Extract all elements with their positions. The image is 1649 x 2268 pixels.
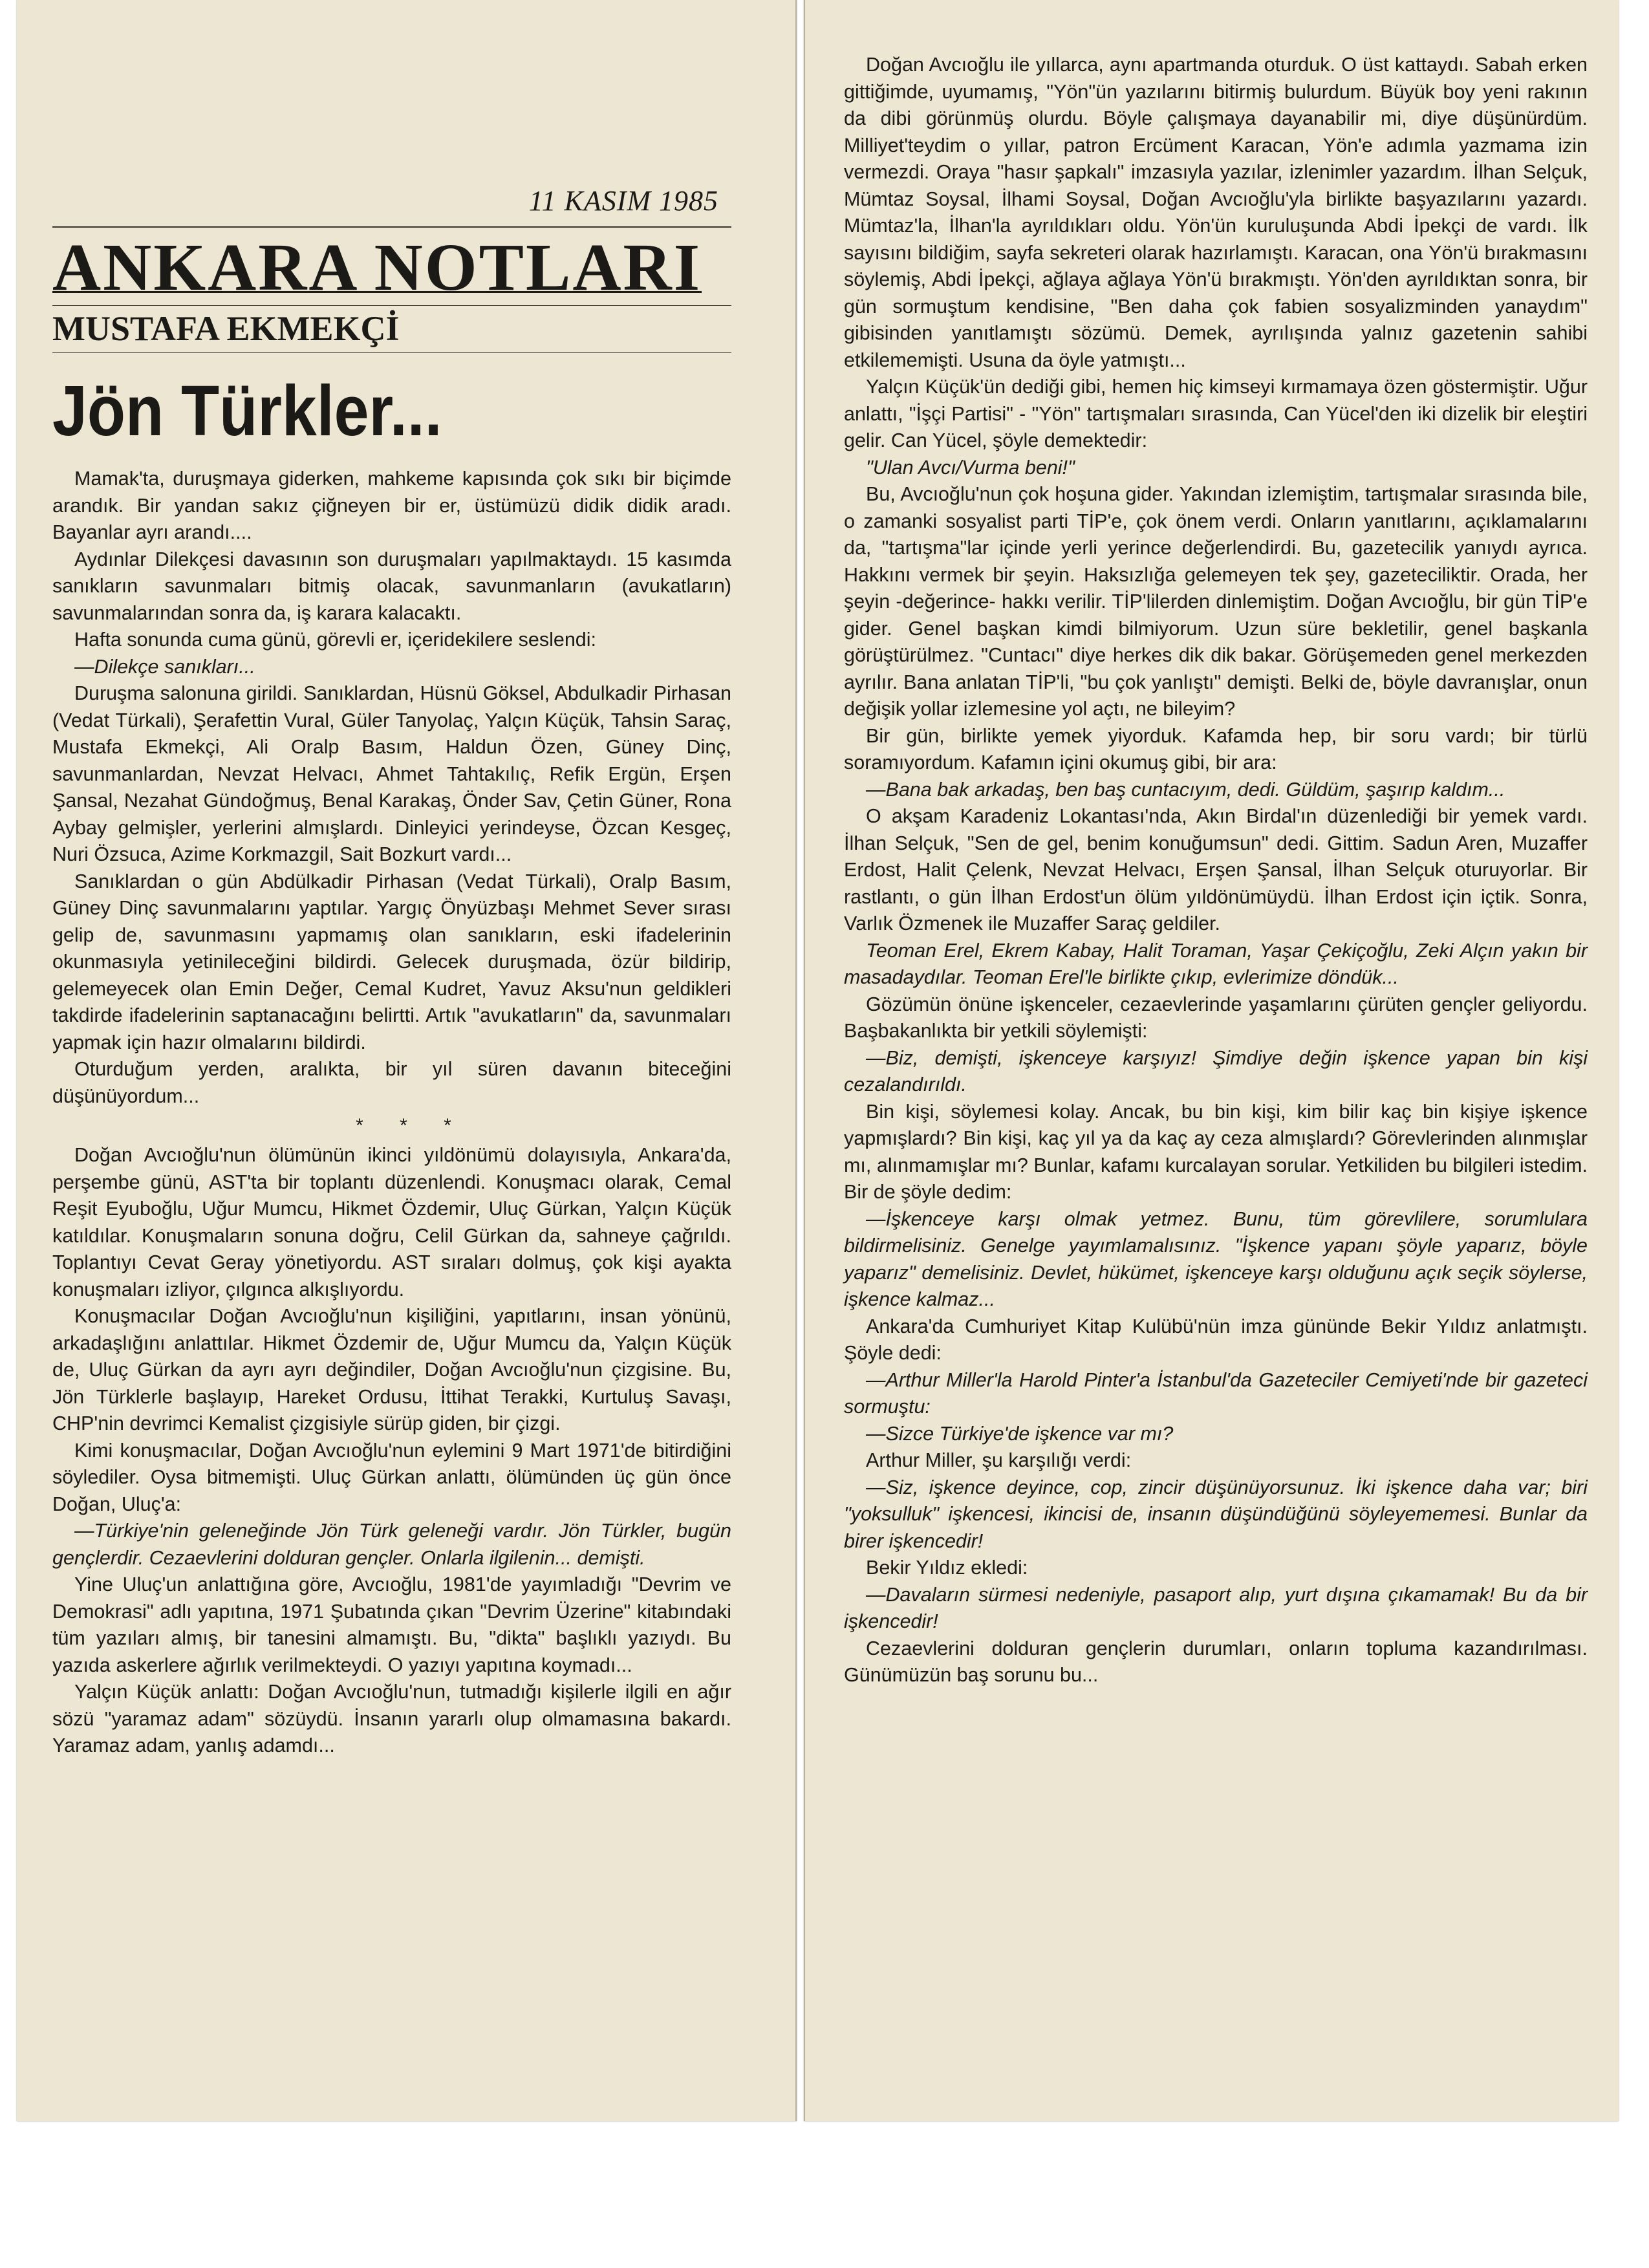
- left-quote: —Türkiye'nin geleneğinde Jön Türk geleneği vardır. Jön Türkler, bugün gençlerdir. Cezaevlerini dolduran gençler. Onlarla ilgilenin... demişti.: [52, 1520, 731, 1569]
- left-quote: —Dilekçe sanıkları...: [74, 655, 255, 678]
- right-quote: "Ulan Avcı/Vurma beni!": [866, 456, 1075, 479]
- left-paragraph: Duruşma salonuna girildi. Sanıklardan, Hüsnü Göksel, Abdulkadir Pirhasan (Vedat Türkali), Şerafettin Vural, Güler Tanyolaç, Yalçın Küçük, Tahsin Saraç, Mustafa Ekmekçi, Ali Oralp Basım, Haldun Özen, Güney Dinç, savunmanlardan, Nevzat Helvacı, Ahmet Tahtakılıç, Refik Ergün, Erşen Şansal, Nezahat Gündoğmuş, Benal Karakaş, Önder Sav, Çetin Güner, Rona Aybay gelmişler, yerlerini almışlardı. Dinleyici yerindeyse, Özcan Kesgeç, Nuri Özsuca, Azime Korkmazgil, Sait Bozkurt vardı...: [52, 682, 731, 866]
- author-rule: [52, 352, 731, 353]
- right-quote: —İşkenceye karşı olmak yetmez. Bunu, tüm görevlilere, sorumlulara bildirmelisiniz. Genelge yayımlamalısınız. "İşkence yapanı şöyle yaparız, böyle yaparız" demelisiniz. Devlet, hükümet, işkenceye karşı olduğunu açık seçik söylerse, işkence kalmaz...: [844, 1207, 1588, 1310]
- left-paragraph: Yalçın Küçük anlattı: Doğan Avcıoğlu'nun, tutmadığı kişilerle ilgili en ağır sözü "yaramaz adam" sözüydü. İnsanın yararlı olup olmamasına bakardı. Yaramaz adam, yanlış adamdı...: [52, 1681, 731, 1757]
- right-quote: —Davaların sürmesi nedeniyle, pasaport alıp, yurt dışına çıkamamak! Bu da bir işkencedir!: [844, 1583, 1588, 1632]
- right-paragraph: Bir gün, birlikte yemek yiyorduk. Kafamda hep, bir soru vardı; bir türlü soramıyordum. Kafamın içini okumuş gibi, bir ara:: [844, 724, 1588, 773]
- right-paragraph: Bu, Avcıoğlu'nun çok hoşuna gider. Yakından izlemiştim, tartışmalar sırasında bile, o zamanki sosyalist parti TİP'e, çok önem verdi. Onların yanıtlarını, açıklamalarını da, "tartışma"lar içinde yerli yerince değerlendirdi. Bu, gazetecilik yanıydı ayrıca. Hakkını vermek bir şeyin. Haksızlığa gelemeyen tek şey, gazeteciliktir. Orada, her şeyin -değerince- hakkı verilir. TİP'lilerden dinlemiştim. Doğan Avcıoğlu, bir gün TİP'e gider. Genel başkan kimdi bilmiyorum. Uzun süre bekletilir, genel başkanla görüştürülmez. "Cuntacı" diye herkes dik dik bakar. Görüşemeden genel merkezden ayrılır. Bana anlatan TİP'li, "bu çok yanlıştı" demişti. Belki de, böyle davranışlar, onun değişik yollar izlemesine yol açtı, ne bileyim?: [844, 483, 1588, 720]
- right-column: [844, 52, 1588, 1689]
- left-paragraph: Mamak'ta, duruşmaya giderken, mahkeme kapısında çok sıkı bir biçimde arandık. Bir yandan sakız çiğneyen bir er, üstümüzü didik didik aradı. Bayanlar ayrı arandı....: [52, 468, 731, 544]
- right-paragraph: Yalçın Küçük'ün dediği gibi, hemen hiç kimseyi kırmamaya özen göstermiştir. Uğur anlattı, "İşçi Partisi" - "Yön" tartışmaları sırasında, Can Yücel'den iki dizelik bir eleştiri gelir. Can Yücel, şöyle demektedir:: [844, 376, 1588, 451]
- left-paragraph: Konuşmacılar Doğan Avcıoğlu'nun kişiliğini, yapıtlarını, insan yönünü, arkadaşlığını anlattılar. Hikmet Özdemir de, Uğur Mumcu da, Yalçın Küçük de, Uluç Gürkan da ayrı ayrı değindiler, Doğan Avcıoğlu'nun çizgisine. Bu, Jön Türklerle başlayıp, Hareket Ordusu, İttihat Terakki, Kurtuluş Savaşı, CHP'nin devrimci Kemalist çizgisiyle sürüp giden, bir çizgi.: [52, 1305, 731, 1435]
- right-clipping: [804, 0, 1619, 2121]
- right-quote: —Siz, işkence deyince, cop, zincir düşünüyorsunuz. İki işkence daha var; biri "yoksulluk" işkencesi, ikincisi de, insanın düşündüğünü söyleyememesi. Bunlar da birer işkencedir!: [844, 1476, 1588, 1552]
- left-paragraph: Hafta sonunda cuma günü, görevli er, içeridekilere seslendi:: [74, 629, 597, 651]
- section-separator: * * *: [356, 1115, 467, 1137]
- left-paragraph: Oturduğum yerden, aralıkta, bir yıl süren davanın biteceğini düşünüyordum...: [52, 1058, 731, 1107]
- header-rule-top: [52, 226, 731, 228]
- left-column: [52, 184, 731, 1760]
- left-paragraph: Yine Uluç'un anlattığına göre, Avcıoğlu, 1981'de yayımladığı "Devrim ve Demokrasi" adlı yapıtına, 1971 Şubatında çıkan "Devrim Üzerine" kitabındaki tüm yazıları almış, bir tanesini almamıştı. Bu, "dikta" başlıklı yazıydı. Bu yazıda askerlere ağırlık verilmekteydi. O yazıyı yapıtına koymadı...: [52, 1573, 731, 1676]
- right-paragraph: Doğan Avcıoğlu ile yıllarca, aynı apartmanda oturduk. O üst kattaydı. Sabah erken gittiğimde, uyumamış, "Yön"ün yazılarını bitirmiş bulurdum. Büyük boy yeni rakının da dibi görünmüş olurdu. Böyle çalışmaya dayanabilir mi, diye düşünürdüm. Milliyet'teydim o yıllar, patron Ercüment Karacan, Yön'e adımla yazmama izin vermezdi. Oraya "hasır şapkalı" imzasıyla yazılar, izlenimler yazardım. İlhan Selçuk, Mümtaz Soysal, İlhami Soysal, Doğan Avcıoğlu'yla birlikte başyazılarını yazardı. Mümtaz'la, İlhan'la ayrıldıkları oldu. Yön'ün kuruluşunda Abdi İpekçi de vardı. İlk sayısını bildiğim, sayfa sekreteri olarak hazırlamıştı. Karacan, ona Yön'ü bırakmasını söylemiş, Abdi İpekçi, ağlaya ağlaya Yön'ü bırakmıştı. Yön'den ayrıldıktan sonra, bir gün sormuştum kendisine, "Ben daha çok fabien sosyalizminden yanaydım" gibisinden yanıtlamıştı sözümü. Demek, ayrılışında yalnız gazetenin sahibi etkilememişti. Usuna da öyle yatmıştı...: [844, 54, 1588, 371]
- left-paragraph: Sanıklardan o gün Abdülkadir Pirhasan (Vedat Türkali), Oralp Basım, Güney Dinç savunmalarını yaptılar. Yargıç Önyüzbaşı Mehmet Sever sırası gelip de, savunmasını yapmamış olan sanıkların, eski ifadelerinin okunmasıyla yetinileceğini bildirdi. Gelecek duruşmada, özür bildirip, gelemeyecek olan Emin Değer, Cemal Kudret, Yavuz Aksu'nun geldikleri takdirde ifadelerinin saptanacağını belirtti. Artık "avukatların" da, savunmaları yapmak için hazır olmalarını bildirdi.: [52, 870, 731, 1053]
- left-paragraph: Aydınlar Dilekçesi davasının son duruşmaları yapılmaktaydı. 15 kasımda sanıkların savunmaları bitmiş olacak, savunmanların (avukatların) savunmalarından sonra da, iş karara kalacaktı.: [52, 548, 731, 624]
- left-paragraph: Kimi konuşmacılar, Doğan Avcıoğlu'nun eylemini 9 Mart 1971'de bitirdiğini söylediler. Oysa bitmemişti. Uluç Gürkan anlattı, ölümünden üç gün önce Doğan, Uluç'a:: [52, 1439, 731, 1515]
- column-date: 11 KASIM 1985: [528, 185, 718, 217]
- right-quote: —Biz, demişti, işkenceye karşıyız! Şimdiye değin işkence yapan bin kişi cezalandırıldı.: [844, 1046, 1588, 1096]
- title-rule: [52, 305, 731, 306]
- right-quote: —Sizce Türkiye'de işkence var mı?: [866, 1422, 1174, 1445]
- column-title: ANKARA NOTLARI: [52, 230, 702, 305]
- right-paragraph: Bekir Yıldız ekledi:: [866, 1557, 1028, 1579]
- column-author: MUSTAFA EKMEKÇİ: [52, 309, 400, 348]
- right-paragraph: Teoman Erel, Ekrem Kabay, Halit Toraman, Yaşar Çekiçoğlu, Zeki Alçın yakın bir masadaydılar. Teoman Erel'le birlikte çıkıp, evlerimize döndük...: [844, 939, 1588, 988]
- right-paragraph: Gözümün önüne işkenceler, cezaevlerinde yaşamlarını çürüten gençler geliyordu. Başbakanlıkta bir yetkili söylemişti:: [844, 993, 1588, 1042]
- right-quote: —Arthur Miller'la Harold Pinter'a İstanbul'da Gazeteciler Cemiyeti'nde bir gazeteci sormuştu:: [844, 1368, 1588, 1418]
- right-paragraph: O akşam Karadeniz Lokantası'nda, Akın Birdal'ın düzenlediği bir yemek vardı. İlhan Selçuk, "Sen de gel, benim konuğumsun" dedi. Gittim. Sadun Aren, Muzaffer Erdost, Halit Çelenk, Nevzat Helvacı, Erşen Şansal, İlhan Selçuk oturuyorlar. Bir rastlantı, o gün İlhan Erdost'un ölüm yıldönümüydü. İlhan Erdost için içtik. Sonra, Varlık Özmenek ile Muzaffer Saraç geldiler.: [844, 805, 1588, 934]
- right-paragraph: Cezaevlerini dolduran gençlerin durumları, onların topluma kazandırılması. Günümüzün baş sorunu bu...: [844, 1637, 1588, 1686]
- article-headline: Jön Türkler...: [52, 371, 442, 451]
- right-quote: —Bana bak arkadaş, ben baş cuntacıyım, dedi. Güldüm, şaşırıp kaldım...: [866, 778, 1505, 801]
- left-clipping: [17, 0, 797, 2121]
- left-paragraph: Doğan Avcıoğlu'nun ölümünün ikinci yıldönümü dolayısıyla, Ankara'da, perşembe günü, AST'ta bir toplantı düzenlendi. Konuşmacı olarak, Cemal Reşit Eyuboğlu, Uğur Mumcu, Hikmet Özdemir, Uluç Gürkan, Yalçın Küçük katıldılar. Konuşmaların sonuna doğru, Celil Gürkan da, sahneye çağrıldı. Toplantıyı Cevat Geray yönetiyordu. AST sıraları dolmuş, çok kişi ayakta konuşmaları izliyor, çılgınca alkışlıyordu.: [52, 1144, 731, 1301]
- right-paragraph: Ankara'da Cumhuriyet Kitap Kulübü'nün imza gününde Bekir Yıldız anlatmıştı. Şöyle dedi:: [844, 1315, 1588, 1364]
- right-paragraph: Arthur Miller, şu karşılığı verdi:: [866, 1449, 1132, 1471]
- right-paragraph: Bin kişi, söylemesi kolay. Ancak, bu bin kişi, kim bilir kaç bin kişiye işkence yapmışlardı? Bin kişi, kaç yıl ya da kaç ay ceza almışlardı? Görevlerinden alınmışlar mı, alınmamışlar mı? Bunlar, kafamı kurcalayan sorular. Yetkiliden bu bilgileri istedim. Bir de şöyle dedim:: [844, 1100, 1588, 1203]
